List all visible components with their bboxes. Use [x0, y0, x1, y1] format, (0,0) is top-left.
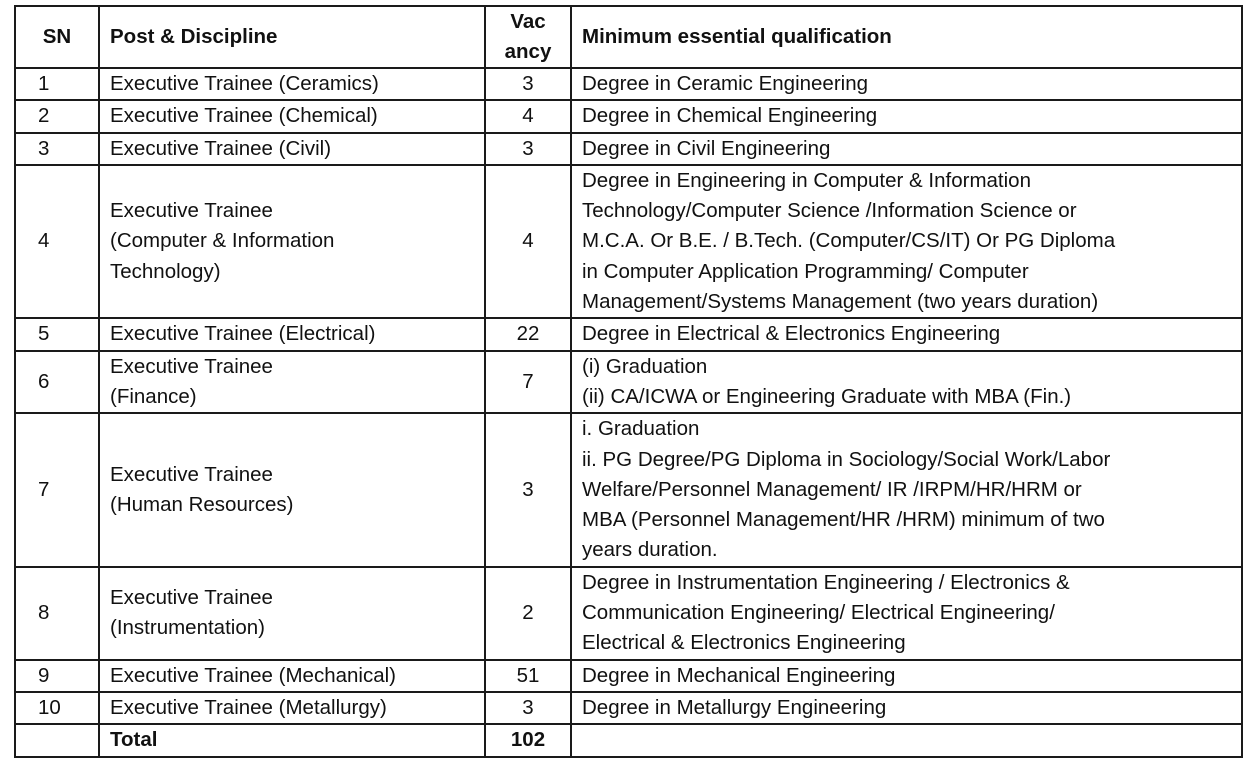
row-vacancy: 3 [485, 133, 571, 165]
row-sn: 4 [15, 165, 99, 318]
post-line: Executive Trainee [110, 199, 273, 223]
row-qualification [571, 413, 1242, 566]
qualification-line: Degree in Ceramic Engineering [582, 72, 869, 95]
row-qualification [571, 692, 1242, 724]
header-vacancy-line2: ancy [504, 40, 552, 63]
header-vacancy-line1: Vac [510, 10, 546, 33]
row-vacancy: 2 [485, 567, 571, 660]
row-post [99, 318, 485, 350]
qualification-line: Degree in Chemical Engineering [582, 104, 878, 128]
row-vacancy: 4 [485, 100, 571, 132]
row-post [99, 68, 485, 100]
row-sn: 7 [15, 413, 99, 566]
header-vacancy [485, 6, 571, 68]
row-sn: 5 [15, 318, 99, 350]
row-post [99, 413, 485, 566]
post-line: Executive Trainee (Electrical) [110, 322, 376, 346]
row-sn: 3 [15, 133, 99, 165]
total-row [15, 724, 1242, 756]
row-qualification [571, 165, 1242, 318]
row-post [99, 567, 485, 660]
row-sn: 1 [15, 68, 99, 100]
qualification-line: Degree in Mechanical Engineering [582, 663, 896, 687]
header-sn: SN [15, 6, 99, 68]
total-sn-cell [15, 724, 99, 756]
qualification-line: M.C.A. Or B.E. / B.Tech. (Computer/CS/IT) Or PG Diploma [582, 229, 1116, 253]
post-line: Executive Trainee [110, 354, 273, 378]
qualification-line: Management/Systems Management (two years duration) [582, 290, 1099, 314]
post-line: Executive Trainee [110, 585, 273, 609]
qualification-line: Welfare/Personnel Management/ IR /IRPM/HR/HRM or [582, 477, 1082, 501]
post-line: (Finance) [110, 384, 197, 408]
row-vacancy: 22 [485, 318, 571, 350]
row-vacancy: 51 [485, 660, 571, 692]
row-qualification [571, 351, 1242, 414]
row-post [99, 165, 485, 318]
qualification-line: ii. PG Degree/PG Diploma in Sociology/Social Work/Labor [582, 447, 1111, 471]
vacancy-table [14, 5, 1243, 758]
post-line: Technology) [110, 259, 221, 283]
table-row [15, 133, 1242, 165]
row-qualification [571, 100, 1242, 132]
row-vacancy: 4 [485, 165, 571, 318]
row-sn: 10 [15, 692, 99, 724]
header-row [15, 6, 1242, 68]
qualification-line: Degree in Civil Engineering [582, 136, 831, 160]
row-vacancy: 3 [485, 413, 571, 566]
qualification-line: years duration. [582, 538, 718, 562]
qualification-line: Communication Engineering/ Electrical Engineering/ [582, 601, 1055, 625]
qualification-line: Technology/Computer Science /Information Science or [582, 199, 1077, 223]
row-sn: 9 [15, 660, 99, 692]
total-label: Total [99, 724, 485, 756]
table-row [15, 68, 1242, 100]
row-vacancy: 3 [485, 68, 571, 100]
post-line: Executive Trainee (Civil) [110, 136, 332, 160]
row-post [99, 660, 485, 692]
row-sn: 2 [15, 100, 99, 132]
table-row [15, 318, 1242, 350]
qualification-line: in Computer Application Programming/ Computer [582, 259, 1029, 283]
row-post [99, 351, 485, 414]
row-vacancy: 7 [485, 351, 571, 414]
qualification-line: Degree in Electrical & Electronics Engineering [582, 322, 1001, 346]
post-line: Executive Trainee (Metallurgy) [110, 695, 387, 719]
qualification-line: Degree in Metallurgy Engineering [582, 695, 887, 719]
row-sn: 8 [15, 567, 99, 660]
table-row [15, 165, 1242, 318]
table-row [15, 100, 1242, 132]
row-qualification [571, 660, 1242, 692]
table-row [15, 692, 1242, 724]
post-line: (Computer & Information [110, 229, 335, 253]
total-qualification-cell [571, 724, 1242, 756]
post-line: Executive Trainee [110, 462, 273, 486]
row-vacancy: 3 [485, 692, 571, 724]
table-row [15, 660, 1242, 692]
post-line: Executive Trainee (Ceramics) [110, 72, 379, 95]
header-qualification: Minimum essential qualification [571, 6, 1242, 68]
table-row [15, 351, 1242, 414]
row-qualification [571, 318, 1242, 350]
qualification-line: Electrical & Electronics Engineering [582, 631, 906, 655]
qualification-line: (ii) CA/ICWA or Engineering Graduate with MBA (Fin.) [582, 384, 1072, 408]
qualification-line: Degree in Engineering in Computer & Information [582, 168, 1031, 192]
header-post: Post & Discipline [99, 6, 485, 68]
post-line: Executive Trainee (Mechanical) [110, 663, 396, 687]
table-row [15, 567, 1242, 660]
row-post [99, 692, 485, 724]
post-line: Executive Trainee (Chemical) [110, 104, 378, 128]
post-line: (Human Resources) [110, 493, 294, 516]
qualification-line: Degree in Instrumentation Engineering / Electronics & [582, 570, 1070, 594]
row-qualification [571, 133, 1242, 165]
table-row [15, 413, 1242, 566]
total-vacancy: 102 [485, 724, 571, 756]
post-line: (Instrumentation) [110, 616, 265, 640]
qualification-line: (i) Graduation [582, 354, 708, 378]
row-post [99, 133, 485, 165]
row-sn: 6 [15, 351, 99, 414]
qualification-line: i. Graduation [582, 417, 700, 441]
row-post [99, 100, 485, 132]
row-qualification [571, 567, 1242, 660]
qualification-line: MBA (Personnel Management/HR /HRM) minimum of two [582, 508, 1105, 532]
row-qualification [571, 68, 1242, 100]
